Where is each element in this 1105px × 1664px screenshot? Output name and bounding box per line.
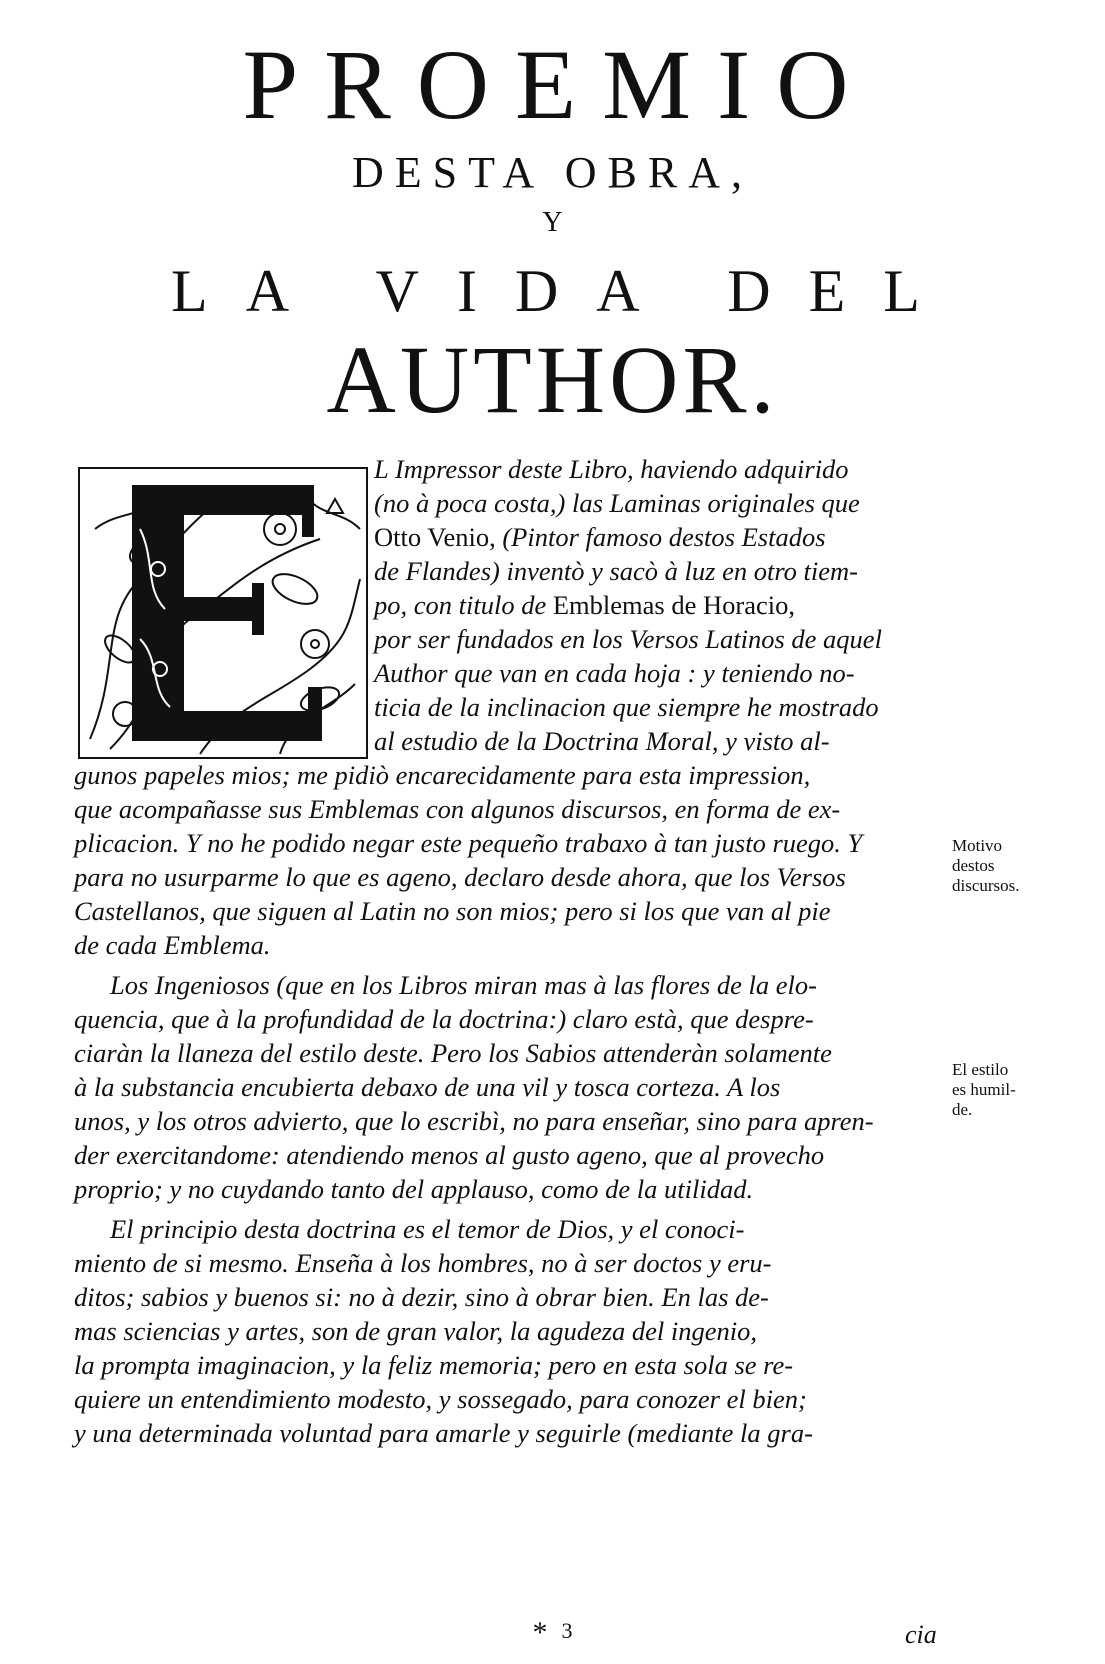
- text-line: ditos; sabios y buenos si: no à dezir, sino à obrar bien. En las de-: [74, 1282, 769, 1312]
- text-line: plicacion. Y no he podido negar este pequeño trabaxo à tan justo ruego. Y: [74, 828, 863, 858]
- text-line: por ser fundados en los Versos Latinos de aquel: [374, 624, 882, 654]
- text-line: quiere un entendimiento modesto, y sossegado, para conozer el bien;: [74, 1384, 807, 1414]
- text-line: à la substancia encubierta debaxo de una vil y tosca corteza. A los: [74, 1072, 781, 1102]
- text-line: miento de si mesmo. Enseña à los hombres, no à ser doctos y eru-: [74, 1248, 772, 1278]
- text-line: la prompta imaginacion, y la feliz memoria; pero en esta sola se re-: [74, 1350, 794, 1380]
- text-line: El principio desta doctrina es el temor de Dios, y el conoci-: [110, 1214, 745, 1244]
- decorated-initial-e: [78, 467, 368, 759]
- text-line: de Flandes) inventò y sacò à luz en otro tiem-: [374, 556, 859, 586]
- text-line: L Impressor deste Libro, haviendo adquirido: [374, 454, 849, 484]
- emblemas-title: Emblemas de Horacio,: [552, 590, 795, 620]
- title-conjunction: Y: [542, 207, 563, 238]
- text-line: proprio; y no cuydando tanto del applauso, como de la utilidad.: [74, 1174, 754, 1204]
- title-desta-obra: DESTA OBRA,: [351, 148, 754, 197]
- text-line: quencia, que à la profundidad de la doctrina:) claro està, que despre-: [74, 1004, 814, 1034]
- text-line: gunos papeles mios; me pidiò encarecidamente para esta impression,: [74, 760, 811, 790]
- text-line: ticia de la inclinacion que siempre he mostrado: [374, 692, 879, 722]
- signature-asterisk: *: [532, 1616, 548, 1649]
- otto-venio-name: Otto Venio,: [374, 522, 496, 552]
- ornamental-floral-initial-icon: [80, 469, 366, 757]
- title-proemio: PROEMIO: [242, 29, 875, 140]
- text-line: para no usurparme lo que es ageno, declaro desde ahora, que los Versos: [74, 862, 846, 892]
- catchword: cia: [905, 1620, 937, 1649]
- title-la-vida-del: LA VIDA DEL: [171, 258, 958, 324]
- page-signature: [0, 1616, 1105, 1650]
- text-line: Castellanos, que siguen al Latin no son mios; pero si los que van al pie: [74, 896, 831, 926]
- text-line: que acompañasse sus Emblemas con algunos discursos, en forma de ex-: [74, 794, 841, 824]
- text-line: unos, y los otros advierto, que lo escribì, no para enseñar, sino para apren-: [74, 1106, 874, 1136]
- text-line: po, con titulo de Emblemas de Horacio,: [374, 590, 795, 620]
- text-line: de cada Emblema.: [74, 930, 271, 960]
- margin-note-motivo: Motivo destos discursos.: [952, 836, 1020, 895]
- title-block: [0, 29, 1105, 433]
- margin-note-estilo: El estilo es humil- de.: [952, 1060, 1016, 1119]
- title-author: AUTHOR.: [326, 326, 779, 433]
- text-line: ciaràn la llaneza del estilo deste. Pero los Sabios attenderàn solamente: [74, 1038, 832, 1068]
- text-line: mas sciencias y artes, son de gran valor, la agudeza del ingenio,: [74, 1316, 758, 1346]
- text-line: Author que van en cada hoja : y teniendo no-: [374, 658, 855, 688]
- text-line: y una determinada voluntad para amarle y seguirle (mediante la gra-: [74, 1418, 813, 1448]
- signature-number: 3: [561, 1618, 573, 1643]
- text-line: Los Ingeniosos (que en los Libros miran mas à las flores de la elo-: [110, 970, 817, 1000]
- text-line: der exercitandome: atendiendo menos al gusto ageno, que al provecho: [74, 1140, 825, 1170]
- text-line: (no à poca costa,) las Laminas originales que: [374, 488, 860, 518]
- text-line: al estudio de la Doctrina Moral, y visto al-: [374, 726, 830, 756]
- text-line: Otto Venio, (Pintor famoso destos Estados: [374, 522, 826, 552]
